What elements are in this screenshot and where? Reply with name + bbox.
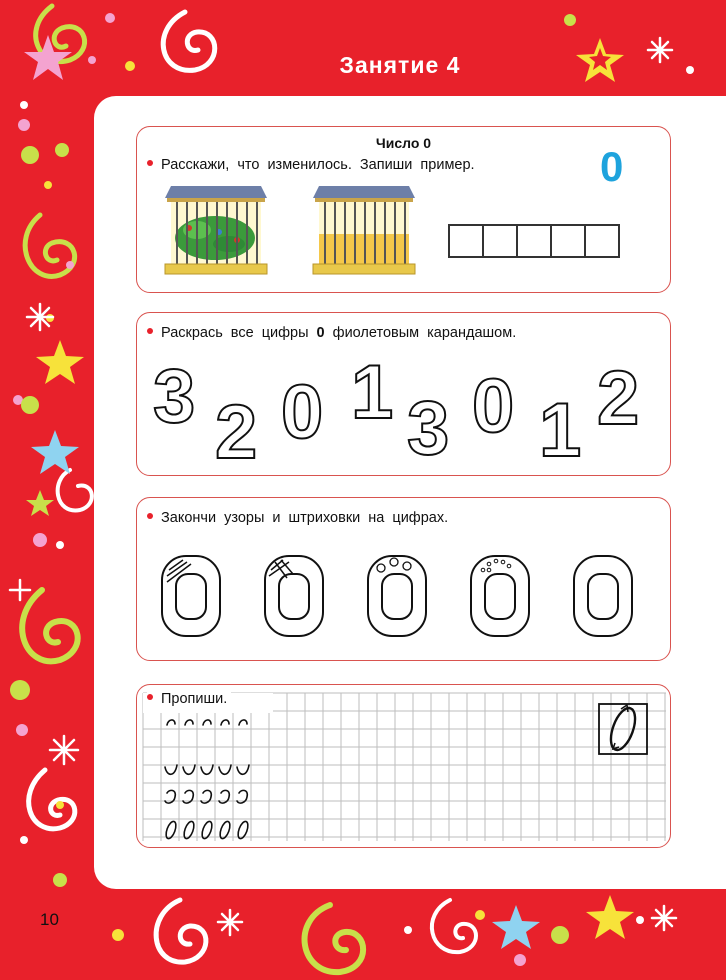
outline-digit[interactable]: 3 <box>153 354 196 439</box>
digit-row <box>137 313 672 477</box>
pattern-zero[interactable] <box>368 556 426 636</box>
page-number: 10 <box>40 910 59 929</box>
task-instruction: Закончи узоры и штриховки на цифрах. <box>147 510 448 526</box>
outline-digit[interactable]: 1 <box>539 388 582 473</box>
answer-cells[interactable] <box>450 224 620 258</box>
pattern-zeros <box>137 498 672 662</box>
empty-cage-picture <box>305 184 420 280</box>
outline-digit[interactable]: 2 <box>215 390 258 475</box>
task-instruction: Раскрась все цифры 0 фиолетовым карандашом. <box>147 325 516 341</box>
writing-grid[interactable] <box>137 685 672 849</box>
big-digit-zero: 0 <box>600 143 624 190</box>
task-heading: Число 0 <box>375 135 432 151</box>
answer-cell[interactable] <box>448 224 484 258</box>
task-instruction: Пропиши. <box>147 691 231 707</box>
bullet-icon <box>147 694 153 700</box>
lesson-title: Занятие 4 <box>339 52 461 78</box>
bullet-icon <box>147 160 153 166</box>
pattern-zero[interactable] <box>471 556 529 636</box>
answer-cell[interactable] <box>482 224 518 258</box>
pattern-zero[interactable] <box>574 556 632 636</box>
task-patterns <box>136 497 671 661</box>
answer-cell[interactable] <box>516 224 552 258</box>
outline-digit[interactable]: 2 <box>597 356 640 441</box>
outline-digit[interactable]: 0 <box>472 364 515 449</box>
answer-cell[interactable] <box>584 224 620 258</box>
pattern-zero[interactable] <box>265 556 323 636</box>
task-number-zero <box>136 126 671 293</box>
cage-with-snake-picture <box>157 184 272 280</box>
outline-digit[interactable]: 0 <box>281 370 324 455</box>
task-writing <box>136 684 671 848</box>
answer-cell[interactable] <box>550 224 586 258</box>
pattern-zero[interactable] <box>162 556 220 636</box>
task-color-zeros <box>136 312 671 476</box>
outline-digit[interactable]: 3 <box>407 386 450 471</box>
outline-digit[interactable]: 1 <box>351 350 394 435</box>
task-instruction: Расскажи, что изменилось. Запиши пример. <box>147 157 475 173</box>
